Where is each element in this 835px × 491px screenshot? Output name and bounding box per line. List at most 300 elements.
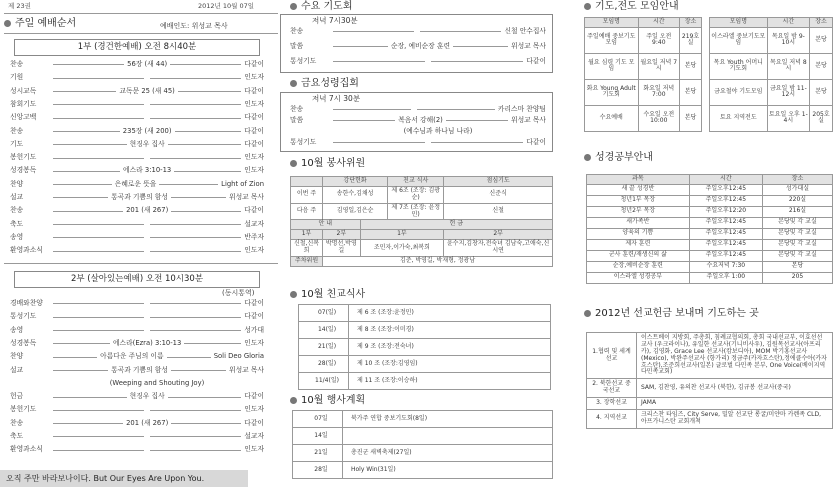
table-cell: 주일오후12:45 [689, 250, 762, 261]
bullet-icon [290, 3, 297, 10]
order-row [10, 380, 264, 388]
table-row [587, 333, 833, 379]
order-person: 다같이 [244, 392, 265, 401]
order-row [10, 353, 264, 361]
table-cell: 주일오후12:45 [689, 195, 762, 206]
order-person: Soli Deo Gloria [213, 352, 265, 361]
order-row [290, 43, 546, 51]
table-cell: 화요일 저녁7:00 [638, 79, 680, 105]
order-detail: 아름다운 주님의 이름 [100, 352, 164, 361]
worship-order-title: 주일 예배순서 [15, 18, 77, 29]
order-detail: (예수님과 하나님 나라) [403, 127, 473, 135]
table-header: 과목 [587, 175, 690, 185]
order-row [10, 128, 264, 136]
wed-time: 저녁 7시30분 [312, 16, 358, 25]
table-cell: 본당 [810, 79, 833, 105]
table-row [293, 428, 553, 445]
order-label: 통성기도 [290, 138, 317, 146]
vol-cell: 신철,신복희 [291, 240, 323, 257]
order-person: 인도자 [244, 445, 265, 454]
table-row [587, 272, 833, 283]
table-cell: 수요저녁 7:30 [689, 261, 762, 272]
bible-title: 성경공부안내 [595, 152, 653, 163]
vol-cell: 이번 주 [291, 186, 323, 203]
order-row [290, 128, 546, 136]
vol-cell: 신철 [444, 203, 553, 220]
order-row [10, 420, 264, 428]
prayer-table-left [584, 17, 702, 132]
service1-title: 1부 (경건한예배) 오전 8시40분 [14, 39, 260, 56]
table-cell [343, 428, 553, 445]
order-label: 헌금 [10, 392, 24, 401]
table-row [587, 261, 833, 272]
table-cell: 2. 북한선교 중국선교 [587, 379, 637, 398]
table-row [299, 339, 551, 356]
order-row [10, 300, 264, 308]
vol-cell: 김영일,김은순 [323, 203, 388, 220]
table-row [587, 217, 833, 228]
order-detail: 통곡과 기쁨의 함성 [111, 193, 168, 201]
bullet-icon [584, 154, 591, 161]
order-row [10, 181, 264, 189]
vol-cell: 조민자,이가숙,최복희 [360, 240, 444, 257]
order-label: 축도 [10, 432, 24, 440]
table-row [587, 410, 833, 429]
order-row [10, 167, 264, 175]
table-cell: 총진군 새벽축제(27일) [343, 445, 553, 462]
order-detail: 통곡과 기쁨의 함성 [111, 365, 168, 374]
table-cell: 본당및 각 교실 [762, 239, 832, 250]
prayer-table-right [709, 17, 833, 132]
table-cell: 07일 [293, 411, 343, 428]
table-row [587, 195, 833, 206]
table-cell: 본당 [810, 53, 833, 79]
order-label: 설교 [10, 193, 24, 201]
divider [4, 13, 278, 14]
order-person: 다같이 [526, 138, 547, 146]
table-cell: 본당 [680, 79, 702, 105]
vol-cell: 제 7조 (조장: 윤정민) [388, 203, 444, 220]
table-cell: 금요일 밤 11-12시 [767, 79, 809, 105]
table-cell: 219호실 [680, 27, 702, 53]
table-cell: 14일 [293, 428, 343, 445]
table-cell: 군사 훈련/재생신의 삶 [587, 250, 690, 261]
order-detail: 201 (새 267) [126, 418, 169, 427]
order-detail: 에스라(Ezra) 3:10-13 [112, 338, 182, 347]
table-cell: 수요일 오전 10:00 [638, 105, 680, 131]
table-header: 장소 [762, 175, 832, 185]
order-person: 설교자 [244, 219, 265, 228]
order-label: 설교 [10, 365, 24, 374]
order-label: 찬송 [10, 206, 24, 215]
order-person: 인도자 [244, 338, 264, 347]
order-label: 봉헌기도 [10, 153, 37, 162]
order-label: 신앙고백 [10, 113, 37, 122]
order-label: 기원 [10, 73, 24, 82]
order-detail: (Weeping and Shouting Joy) [109, 378, 205, 387]
prayer-title: 기도,전도 모임안내 [595, 1, 679, 12]
order-label: 통성기도 [290, 57, 317, 65]
order-label: 환영과소식 [10, 246, 43, 255]
mission-heading [584, 308, 759, 320]
order-person: 다같이 [526, 57, 547, 65]
table-row [710, 53, 833, 79]
order-person: 인도자 [244, 166, 264, 175]
order-detail: 순장, 예비순장 훈련 [391, 42, 451, 50]
table-cell: 수요예배 [585, 105, 639, 131]
table-cell: 4. 지역선교 [587, 410, 637, 429]
order-person: Light of Zion [221, 179, 265, 188]
order-row [290, 58, 546, 66]
table-cell: 주일오후 1:00 [689, 272, 762, 283]
table-cell: 216실 [762, 206, 832, 217]
table-cell: 순장,예비순장 훈련 [587, 261, 690, 272]
bible-heading [584, 152, 653, 164]
table-cell: 목요일 저녁 8시 [767, 53, 809, 79]
bullet-icon [584, 3, 591, 10]
table-cell: 크리스찬 타임즈, City Serve, 밀알 선교단 롱굴/미얀마 카렌족 CLD, 아프가니스탄 교회개척 [637, 410, 833, 429]
fellowship-title: 10월 친교식사 [301, 289, 366, 300]
table-cell: 이스라엘 중보기도모임 [710, 27, 768, 53]
fellowship-table [298, 304, 551, 390]
order-row [290, 28, 546, 36]
page-date: 2012년 10월 07일 [198, 2, 255, 10]
vol-blank-header [291, 177, 323, 187]
table-header: 장소 [680, 18, 702, 28]
table-row [587, 206, 833, 217]
table-cell: 1.협력 및 세계선교 [587, 333, 637, 379]
table-cell: 제 6 조 (조장:윤정민) [349, 305, 551, 322]
order-person: 인도자 [244, 405, 265, 414]
order-label: 참회기도 [10, 99, 37, 108]
table-row [710, 27, 833, 53]
table-row [710, 79, 833, 105]
order-row [290, 139, 546, 147]
table-row [299, 305, 551, 322]
vol-cell: 송한수,김채성 [323, 186, 388, 203]
order-label: 통성기도 [10, 312, 37, 321]
table-cell: 본당및 각 교실 [762, 250, 832, 261]
wed-heading [290, 1, 352, 13]
vol-subheader: 1부 [360, 230, 444, 240]
table-cell: 본당 [680, 53, 702, 79]
table-cell: 주일오후12:45 [689, 239, 762, 250]
order-person: 성가대 [244, 325, 265, 334]
order-label: 찬송 [10, 126, 24, 135]
order-person: 반주자 [244, 232, 265, 241]
order-detail: 복음서 강해(2) [398, 116, 443, 124]
table-cell: 205호실 [810, 105, 833, 131]
vol-subheader: 2부 [323, 230, 360, 240]
footer-banner: 오직 주만 바라보나이다. But Our Eyes Are Upon You. [0, 470, 248, 487]
table-header: 모임명 [585, 18, 639, 28]
table-cell: 205 [762, 272, 832, 283]
table-cell: 월요 심령 기도 모임 [585, 53, 639, 79]
vol-cell: 윤수지,김창자,전숙녀 김남숙,고애숙,신시연 [444, 240, 553, 257]
order-row [10, 234, 264, 242]
order-person: 다같이 [244, 206, 264, 215]
divider [4, 33, 278, 34]
table-cell: 토요일 오후 1-4시 [767, 105, 809, 131]
order-label: 축도 [10, 219, 24, 228]
table-cell: 주일 오전 9:40 [638, 27, 680, 53]
table-cell: 주일오후12:45 [689, 217, 762, 228]
table-row [293, 445, 553, 462]
interpretation-note: (동시통역) [222, 289, 255, 297]
events-heading [290, 395, 365, 407]
mission-table [586, 332, 833, 429]
fri-time: 저녁 7시 30분 [312, 94, 361, 103]
page-number: 제 23권 [8, 2, 31, 10]
order-detail: 201 (새 267) [126, 206, 169, 215]
order-person: 위성교 목사 [511, 116, 546, 124]
bullet-icon [290, 397, 297, 404]
prayer-heading [584, 1, 679, 13]
table-cell: 청년1부 목장 [587, 195, 690, 206]
order-row [10, 313, 264, 321]
order-row [10, 154, 264, 162]
order-row [10, 207, 264, 215]
table-cell: 3. 장학선교 [587, 398, 637, 410]
table-cell: 목요 Youth 어머니 기도회 [710, 53, 768, 79]
order-detail: 56장 (새 44) [127, 60, 168, 68]
events-title: 10월 행사계획 [301, 395, 366, 406]
vol-header: 점심기도 [444, 177, 553, 187]
vol-subheader: 안 내 [291, 220, 361, 230]
table-cell: 토요 지역전도 [710, 105, 768, 131]
order-person: 다같이 [244, 139, 265, 148]
order-label: 성경봉독 [10, 338, 37, 347]
table-cell: 제 9 조 (조장:전숙녀) [349, 339, 551, 356]
wed-title: 수요 기도회 [301, 1, 353, 12]
table-cell: 본당 [762, 261, 832, 272]
table-row [585, 79, 702, 105]
order-row [10, 141, 264, 149]
table-cell: JAMA [637, 398, 833, 410]
order-person: 위성교 목사 [229, 365, 265, 374]
vol-subheader: 주차위원 [291, 257, 323, 267]
order-detail: 에스라 3:10-13 [123, 166, 172, 175]
order-person: 인도자 [244, 99, 265, 108]
service2-title: 2부 (살아있는예배) 오전 10시30분 [14, 271, 260, 288]
table-cell: 주일오후12:45 [689, 184, 762, 195]
order-label: 찬송 [290, 27, 304, 35]
table-cell: 양육의 기쁨 [587, 228, 690, 239]
table-cell: 제 8 조 (조장:이미경) [349, 322, 551, 339]
table-cell: 청년2부 목장 [587, 206, 690, 217]
fellowship-heading [290, 289, 365, 301]
order-label: 봉헌기도 [10, 405, 37, 414]
volunteer-table [290, 176, 553, 267]
order-row [10, 194, 264, 202]
order-detail: 교독문 25 (새 45) [119, 86, 175, 95]
table-cell: 21(일) [299, 339, 349, 356]
order-person: 다같이 [244, 86, 264, 95]
order-person: 다같이 [244, 126, 264, 135]
table-header: 시간 [767, 18, 809, 28]
order-label: 찬양 [10, 352, 24, 361]
order-label: 환영과소식 [10, 445, 43, 454]
mission-title: 2012년 선교헌금 보내며 기도하는 곳 [595, 308, 759, 319]
table-row [299, 322, 551, 339]
order-row [290, 106, 546, 114]
vol-cell: 신준식 [444, 186, 553, 203]
order-row [10, 446, 264, 454]
table-cell: 본당및 각 교실 [762, 217, 832, 228]
order-row [10, 340, 264, 348]
table-row [585, 27, 702, 53]
table-cell: 금요철야 기도모임 [710, 79, 768, 105]
vol-cell: 다음 주 [291, 203, 323, 220]
bullet-icon [584, 310, 591, 317]
table-cell: 새가족반 [587, 217, 690, 228]
order-row [10, 74, 264, 82]
order-label: 송영 [10, 232, 24, 241]
order-person: 신철 안수집사 [504, 27, 546, 35]
order-row [10, 406, 264, 414]
vol-title: 10월 봉사위원 [301, 158, 366, 169]
order-person: 다같이 [244, 312, 265, 321]
table-cell: 이스라엘 성경공부 [587, 272, 690, 283]
bible-study-table [586, 174, 833, 284]
order-detail: 235장 (새 200) [122, 126, 172, 135]
table-cell: 07(일) [299, 305, 349, 322]
order-label: 경배와찬양 [10, 299, 43, 307]
order-person: 카리스마 찬양팀 [497, 105, 546, 113]
order-person: 다같이 [244, 418, 264, 427]
order-row [10, 327, 264, 335]
order-label: 말씀 [290, 42, 304, 50]
order-person: 설교자 [244, 432, 265, 440]
table-cell: 성가대실 [762, 184, 832, 195]
table-row [293, 462, 553, 479]
events-table [292, 410, 553, 479]
table-header: 시간 [638, 18, 680, 28]
table-cell: 28(일) [299, 356, 349, 373]
order-row [10, 88, 264, 96]
order-label: 성경봉독 [10, 166, 37, 175]
vol-subheader: 2부 [444, 230, 553, 240]
table-cell: 220실 [762, 195, 832, 206]
table-cell: Holy Win(31일) [343, 462, 553, 479]
bullet-icon [290, 80, 297, 87]
order-detail: 현징우 집사 [129, 392, 165, 401]
bullet-icon [290, 160, 297, 167]
table-cell: 북가주 연합 중보기도회(8일) [343, 411, 553, 428]
table-cell: 28일 [293, 462, 343, 479]
table-cell: 제 11 조 (조장:이승하) [349, 373, 551, 390]
order-row [10, 393, 264, 401]
vol-header: 강단헌화 [323, 177, 388, 187]
table-cell: 목요일 밤 9-10시 [767, 27, 809, 53]
order-detail: 은혜로운 뜻을 [114, 179, 157, 188]
table-cell: 월요일 저녁 7시 [638, 53, 680, 79]
order-person: 다같이 [244, 113, 265, 122]
table-row [587, 184, 833, 195]
order-label: 찬양 [10, 179, 24, 188]
order-label: 찬송 [10, 418, 24, 427]
table-cell: 주일예배 중보기도모임 [585, 27, 639, 53]
order-row [290, 117, 546, 125]
order-person: 인도자 [244, 73, 265, 82]
order-row [10, 433, 264, 441]
table-cell: 주일오후12:45 [689, 228, 762, 239]
order-label: 말씀 [290, 116, 304, 124]
order-row [10, 221, 264, 229]
order-row [10, 101, 264, 109]
table-row [299, 373, 551, 390]
table-row [587, 239, 833, 250]
worship-order-heading [4, 18, 76, 30]
table-header: 장소 [810, 18, 833, 28]
table-row [585, 53, 702, 79]
order-label: 성시교독 [10, 86, 37, 95]
order-detail: 현징우 집사 [129, 139, 165, 148]
table-row [293, 411, 553, 428]
table-cell: 제자 훈련 [587, 239, 690, 250]
table-row [587, 228, 833, 239]
fri-heading [290, 78, 359, 90]
table-row [587, 379, 833, 398]
table-header: 모임명 [710, 18, 768, 28]
table-cell: 본당 [680, 105, 702, 131]
vol-subheader: 1부 [291, 230, 323, 240]
table-header: 시간 [689, 175, 762, 185]
order-row [10, 367, 264, 375]
order-person: 다같이 [244, 60, 265, 68]
vol-cell: 박명선,박영길 [323, 240, 360, 257]
table-cell: 주일오후12:20 [689, 206, 762, 217]
table-cell: 이스트베이 지방회, 주총회, 침례교협의회, 총회 국내선교부, 이효선선교사 (우크라이나), 유일한 선교사(기니비사우), 김원목선교사(아프리카), 김영화, Grace Lee 선교사(캄보디아), MOM 박기홍선교사 (Mexico), 박완주선교사 (항가리) 정금주(카자흐스탄),정에클수아(카자흐스탄),조준희선교사(일본) 글로벌 다민족 본부, One Voice(베이지역 다민족교회) [637, 333, 833, 379]
vol-heading [290, 158, 365, 170]
table-row [585, 105, 702, 131]
order-row [10, 61, 264, 69]
order-person: 인도자 [244, 246, 265, 255]
table-cell: 새 끝 성경반 [587, 184, 690, 195]
order-label: 기도 [10, 139, 24, 148]
order-label: 송영 [10, 325, 24, 334]
order-person: 위성교 목사 [511, 42, 547, 50]
table-cell: 14(일) [299, 322, 349, 339]
table-row [587, 250, 833, 261]
order-label: 찬송 [290, 105, 304, 113]
vol-subheader: 헌 금 [360, 220, 552, 230]
table-cell: 본당및 각 교실 [762, 228, 832, 239]
vol-cell: 제 6조 (조장: 김광순) [388, 186, 444, 203]
order-person: 다같이 [244, 299, 265, 307]
order-row [10, 114, 264, 122]
worship-leader: 예배인도: 위성교 목사 [160, 22, 228, 30]
table-cell: 화요 Young Adult 기도회 [585, 79, 639, 105]
table-row [587, 398, 833, 410]
order-label: 찬송 [10, 60, 24, 68]
vol-cell: 김준, 박영길, 박재형, 정광남 [323, 257, 553, 267]
table-row [710, 105, 833, 131]
table-cell: 11/4(일) [299, 373, 349, 390]
bullet-icon [4, 20, 11, 27]
vol-header: 친교 식사 [388, 177, 444, 187]
fri-title: 금요성령집회 [301, 78, 359, 89]
divider [4, 263, 278, 264]
order-row [10, 247, 264, 255]
table-cell: 21일 [293, 445, 343, 462]
order-person: 위성교 목사 [229, 193, 265, 201]
bullet-icon [290, 291, 297, 298]
table-cell: 제 10 조 (조장:김영임) [349, 356, 551, 373]
table-cell: SAM, 김찬영, 유의찬 선교사 (북한), 김규봉 선교사(중국) [637, 379, 833, 398]
table-row [299, 356, 551, 373]
order-person: 인도자 [244, 153, 265, 162]
